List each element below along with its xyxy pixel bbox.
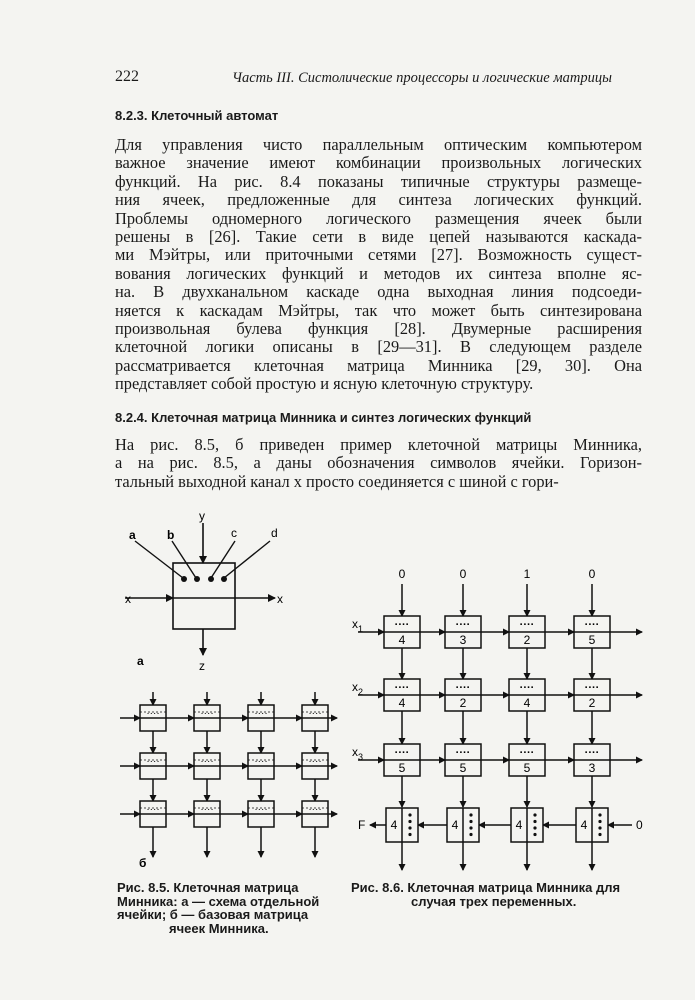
cell-dots: ···· bbox=[394, 682, 410, 694]
cell-dots: ···· bbox=[254, 756, 268, 767]
top-input-label: 0 bbox=[459, 567, 467, 581]
text-line: важное значение имеют комбинации произвольных логических bbox=[115, 153, 642, 173]
cell-number: 4 bbox=[398, 696, 406, 710]
cell-number: 5 bbox=[398, 761, 406, 775]
caption-85-line-1: Рис. 8.5. Клеточная матрица bbox=[117, 880, 299, 895]
text-line: На рис. 8.5, б приведен пример клеточной матрицы Минника, bbox=[115, 435, 642, 454]
panel-label-b: б bbox=[139, 856, 147, 870]
cell-dots: ···· bbox=[394, 747, 410, 759]
cell-number: 2 bbox=[459, 696, 467, 710]
text-line: а на рис. 8.5, а даны обозначения символов ячейки. Горизон- bbox=[115, 453, 642, 473]
cell-dots: ···· bbox=[394, 619, 410, 631]
cell-number: 2 bbox=[588, 696, 596, 710]
text-line: на. В двухканальном каскаде одна выходная линия подсоеди- bbox=[115, 282, 642, 302]
text-line: вования логических функций и методов их синтеза вполне яс- bbox=[115, 263, 642, 283]
label-x-out: x bbox=[277, 592, 283, 606]
top-input-label: 1 bbox=[523, 567, 531, 581]
paragraph-minnick-matrix bbox=[115, 436, 642, 491]
label-d: d bbox=[271, 526, 278, 540]
cell-dots: ···· bbox=[455, 682, 471, 694]
cell-dots: ···· bbox=[254, 804, 268, 815]
cell-dots: ···· bbox=[146, 708, 160, 719]
panel-label-a: a bbox=[137, 654, 144, 668]
cell-box bbox=[173, 563, 235, 629]
text-line: ния ячеек, предложенные для синтеза логических функций. bbox=[115, 190, 642, 210]
cell-dots: ···· bbox=[254, 708, 268, 719]
cell-number: 5 bbox=[588, 633, 596, 647]
section-title-8-2-3: 8.2.3. Клеточный автомат bbox=[115, 108, 279, 123]
cell-number: 2 bbox=[523, 633, 531, 647]
label-b: b bbox=[167, 528, 175, 542]
cell-number: 4 bbox=[451, 818, 459, 832]
output-label-f: F bbox=[358, 818, 366, 832]
text-line: функций. На рис. 8.4 показаны типичные структуры размеще- bbox=[115, 171, 642, 191]
top-input-label: 0 bbox=[398, 567, 406, 581]
text-line: няется к каскадам Мэйтры, так что может быть синтезирована bbox=[115, 300, 642, 320]
label-a: a bbox=[129, 528, 136, 542]
row-variable-label: $x_1$ bbox=[352, 617, 364, 634]
text-line: тальный выходной канал x просто соединяется с шиной с гори- bbox=[115, 471, 559, 491]
row-variable-label: $x_2$ bbox=[352, 680, 364, 697]
running-title: Часть III. Систолические процессоры и логические матрицы bbox=[232, 70, 612, 86]
cell-dots: ···· bbox=[455, 619, 471, 631]
cell-dots: ···· bbox=[200, 804, 214, 815]
caption-85-line-4: ячеек Минника. bbox=[169, 920, 269, 936]
cell-number: 5 bbox=[459, 761, 467, 775]
figure-8-5a-cell-diagram bbox=[115, 505, 315, 675]
cell-dots: ···· bbox=[519, 682, 535, 694]
text-line: Проблемы одномерного логического размещения ячеек были bbox=[115, 208, 642, 228]
cell-number: 3 bbox=[588, 761, 596, 775]
figure-8-5b-base-matrix bbox=[115, 692, 345, 872]
caption-85-line-3: ячейки; б — базовая матрица bbox=[117, 907, 309, 922]
top-input-label: 0 bbox=[588, 567, 596, 581]
cell-dots: ···· bbox=[200, 708, 214, 719]
text-line: произвольная булева функция [28]. Двумерные расширения bbox=[115, 318, 642, 338]
cell-dots: ···· bbox=[146, 756, 160, 767]
cell-dots: ···· bbox=[584, 747, 600, 759]
cell-number: 4 bbox=[398, 633, 406, 647]
cell-dots: ···· bbox=[519, 619, 535, 631]
cell-number: 4 bbox=[580, 818, 588, 832]
cell-number: 3 bbox=[459, 633, 467, 647]
section-title-8-2-4: 8.2.4. Клеточная матрица Минника и синтез логических функций bbox=[115, 410, 532, 425]
cell-dots: ···· bbox=[308, 756, 322, 767]
cell-dots: ···· bbox=[200, 756, 214, 767]
text-line: Для управления чисто параллельным оптическим компьютером bbox=[115, 135, 642, 154]
cell-dots: ···· bbox=[455, 747, 471, 759]
text-line: клеточной логики описаны в [29—31]. В следующем разделе bbox=[115, 337, 642, 357]
cell-dots: ···· bbox=[584, 682, 600, 694]
right-input-label: 0 bbox=[636, 818, 643, 832]
figure-8-6-three-variable-matrix bbox=[350, 560, 650, 875]
paragraph-cellular-automaton bbox=[115, 136, 642, 393]
row-variable-label: $x_3$ bbox=[352, 745, 364, 762]
cell-dots: ···· bbox=[519, 747, 535, 759]
cell-dots: ···· bbox=[308, 804, 322, 815]
text-line: решены в [26]. Такие сети в виде цепей называются каскада- bbox=[115, 226, 642, 246]
text-line: представляет собой простую и ясную клеточную структуру. bbox=[115, 374, 534, 394]
caption-85-line-2: Минника: а — схема отдельной bbox=[117, 893, 320, 909]
cell-dots: ···· bbox=[584, 619, 600, 631]
caption-figure-8-6 bbox=[351, 881, 646, 908]
cell-dots: ···· bbox=[308, 708, 322, 719]
cell-number: 4 bbox=[390, 818, 398, 832]
label-y: y bbox=[199, 509, 205, 523]
caption-86-line-2: случая трех переменных. bbox=[411, 893, 577, 909]
label-c: c bbox=[231, 526, 237, 540]
cell-number: 4 bbox=[523, 696, 531, 710]
label-x-in: x bbox=[125, 592, 131, 606]
page-number: 222 bbox=[115, 68, 139, 85]
label-z: z bbox=[199, 659, 205, 673]
cell-dots: ···· bbox=[146, 804, 160, 815]
cell-number: 4 bbox=[515, 818, 523, 832]
text-line: ми Мэйтры, или приточными сетями [27]. Возможность сущест- bbox=[115, 245, 642, 265]
text-line: рассматривается клеточная матрица Минника [29, 30]. Она bbox=[115, 355, 642, 375]
caption-86-line-1: Рис. 8.6. Клеточная матрица Минника для bbox=[351, 880, 621, 895]
cell-number: 5 bbox=[523, 761, 531, 775]
caption-figure-8-5 bbox=[117, 881, 329, 935]
